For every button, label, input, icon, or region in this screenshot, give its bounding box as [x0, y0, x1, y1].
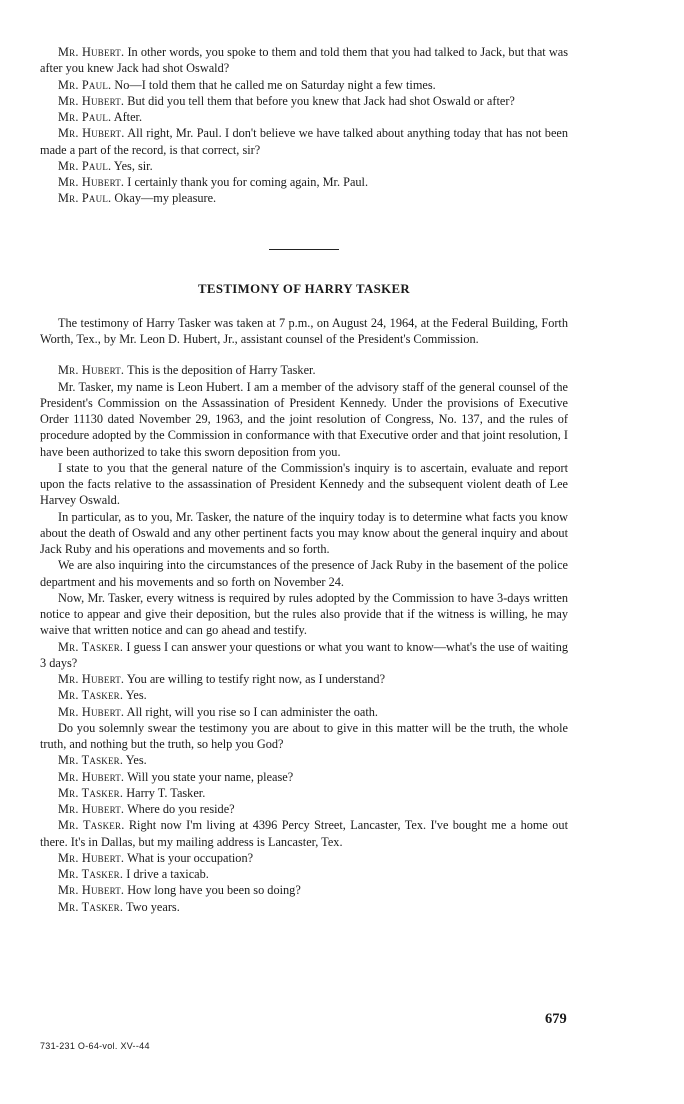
paragraph-text: In particular, as to you, Mr. Tasker, the nature of the inquiry today is to determine what facts you know about the death of Oswald and any other pertinent facts you may know about the general inquiry and about Jack Ruby and his operations and movements and so forth. — [40, 509, 568, 556]
paragraph-text: Okay—my pleasure. — [114, 191, 217, 206]
paragraph-text: What is your occupation? — [127, 850, 254, 865]
speaker-label: Mr. Hubert. — [58, 672, 125, 686]
page-number: 679 — [545, 1011, 567, 1027]
testimony-paragraph — [40, 190, 568, 206]
intro-paragraph: The testimony of Harry Tasker was taken at 7 p.m., on August 24, 1964, at the Federal Building, Forth Worth, Tex., by Mr. Leon D. Hubert, Jr., assistant counsel of the President's Commission. — [40, 315, 568, 346]
speaker-label: Mr. Paul. — [58, 110, 112, 124]
testimony-paragraph — [40, 720, 568, 753]
speaker-label: Mr. Paul. — [58, 77, 112, 92]
paragraph-text: No—I told them that he called me on Saturday night a few times. — [114, 77, 436, 92]
speaker-label: Mr. Hubert. — [58, 93, 125, 108]
paragraph-text: Right now I'm living at 4396 Percy Street, Lancaster, Tex. I've bought me a home out there. It's in Dallas, but my mailing address is Lancaster, Tex. — [40, 818, 568, 849]
paragraph-text: But did you tell them that before you knew that Jack had shot Oswald or after? — [127, 93, 515, 108]
paragraph-text: I drive a taxicab. — [126, 867, 209, 881]
testimony-paragraph — [40, 93, 568, 109]
tasker-testimony — [40, 362, 568, 915]
paragraph-text: All right, will you rise so I can administer the oath. — [126, 704, 378, 719]
speaker-label: Mr. Tasker. — [58, 688, 124, 703]
paragraph-text: Do you solemnly swear the testimony you are about to give in this matter will be the truth, the whole truth, and nothing but the truth, so help you God? — [40, 720, 568, 751]
testimony-paragraph — [40, 687, 568, 703]
testimony-paragraph — [40, 174, 568, 190]
paragraph-text: Mr. Tasker, my name is Leon Hubert. I am a member of the advisory staff of the general counsel of the President's Commission on the Assassination of President Kennedy. Under the provisions of Executive Order 11130 dated November 29, 1963, and the joint resolution of Congress, No. 137, and the rules of procedure adopted by the Commission in conformance with that Executive order and that joint resolution, I have been authorized to take this sworn deposition from you. — [40, 379, 568, 459]
continued-testimony — [40, 44, 568, 207]
paragraph-text: You are willing to testify right now, as I understand? — [126, 672, 386, 686]
testimony-paragraph — [40, 125, 568, 158]
testimony-paragraph — [40, 557, 568, 590]
paragraph-text: How long have you been so doing? — [127, 883, 301, 898]
paragraph-text: Yes. — [125, 753, 147, 768]
testimony-paragraph — [40, 379, 568, 460]
testimony-paragraph — [40, 704, 568, 720]
testimony-paragraph — [40, 882, 568, 898]
speaker-label: Mr. Tasker. — [58, 867, 124, 881]
testimony-paragraph — [40, 109, 568, 125]
testimony-paragraph — [40, 801, 568, 817]
testimony-paragraph — [40, 671, 568, 687]
testimony-paragraph — [40, 639, 568, 672]
paragraph-text: I guess I can answer your questions or what you want to know—what's the use of waiting 3 days? — [40, 639, 569, 670]
speaker-label: Mr. Hubert. — [58, 704, 125, 719]
testimony-paragraph — [40, 769, 568, 785]
speaker-label: Mr. Hubert. — [58, 769, 125, 784]
section-title: TESTIMONY OF HARRY TASKER — [197, 281, 411, 296]
testimony-paragraph — [40, 590, 568, 639]
testimony-paragraph — [40, 460, 568, 509]
testimony-paragraph — [40, 785, 568, 801]
speaker-label: Mr. Tasker. — [58, 818, 125, 833]
paragraph-text: All right, Mr. Paul. I don't believe we have talked about anything today that has not been made a part of the record, is that correct, sir? — [40, 126, 569, 157]
testimony-paragraph — [40, 752, 568, 768]
testimony-paragraph — [40, 866, 568, 882]
paragraph-text: Yes, sir. — [113, 158, 153, 173]
testimony-paragraph — [40, 44, 568, 77]
paragraph-text: Will you state your name, please? — [127, 769, 294, 784]
testimony-paragraph — [40, 362, 568, 378]
paragraph-text: I state to you that the general nature of the Commission's inquiry is to ascertain, evaluate and report upon the facts relative to the assassination of President Kennedy and the subsequent violent death of Lee Harvey Oswald. — [40, 460, 568, 508]
paragraph-text: Two years. — [126, 899, 180, 914]
speaker-label: Mr. Tasker. — [58, 899, 124, 914]
document-page — [40, 44, 568, 915]
speaker-label: Mr. Paul. — [58, 158, 112, 173]
section-divider-rule — [269, 249, 339, 250]
paragraph-text: I certainly thank you for coming again, Mr. Paul. — [127, 175, 369, 189]
testimony-paragraph — [40, 817, 568, 850]
speaker-label: Mr. Hubert. — [58, 850, 125, 865]
speaker-label: Mr. Hubert. — [58, 802, 125, 816]
paragraph-text: This is the deposition of Harry Tasker. — [127, 363, 316, 378]
testimony-paragraph — [40, 899, 568, 915]
speaker-label: Mr. Tasker. — [58, 639, 124, 654]
speaker-label: Mr. Tasker. — [58, 785, 124, 800]
testimony-paragraph — [40, 509, 568, 558]
paragraph-text: Yes. — [125, 688, 147, 703]
paragraph-text: Harry T. Tasker. — [126, 785, 206, 800]
speaker-label: Mr. Hubert. — [58, 126, 125, 141]
paragraph-text: After. — [113, 110, 143, 124]
testimony-paragraph — [40, 158, 568, 174]
testimony-paragraph — [40, 850, 568, 866]
speaker-label: Mr. Hubert. — [58, 175, 125, 189]
paragraph-text: We are also inquiring into the circumstances of the presence of Jack Ruby in the basement of the police department and his movements and so forth on November 24. — [40, 558, 568, 589]
speaker-label: Mr. Hubert. — [58, 363, 125, 378]
speaker-label: Mr. Hubert. — [58, 45, 125, 59]
paragraph-text: Now, Mr. Tasker, every witness is required by rules adopted by the Commission to have 3-days written notice to appear and give their deposition, but the rules also provide that if the witness is willing, he may waive that written notice and can go ahead and testify. — [40, 590, 568, 638]
speaker-label: Mr. Tasker. — [58, 753, 124, 768]
testimony-paragraph — [40, 77, 568, 93]
footer-code: 731-231 O-64-vol. XV--44 — [40, 1041, 150, 1051]
paragraph-text: In other words, you spoke to them and told them that you had talked to Jack, but that was after you knew Jack had shot Oswald? — [40, 45, 569, 76]
speaker-label: Mr. Hubert. — [58, 883, 125, 898]
paragraph-text: Where do you reside? — [127, 802, 235, 816]
speaker-label: Mr. Paul. — [58, 191, 112, 206]
